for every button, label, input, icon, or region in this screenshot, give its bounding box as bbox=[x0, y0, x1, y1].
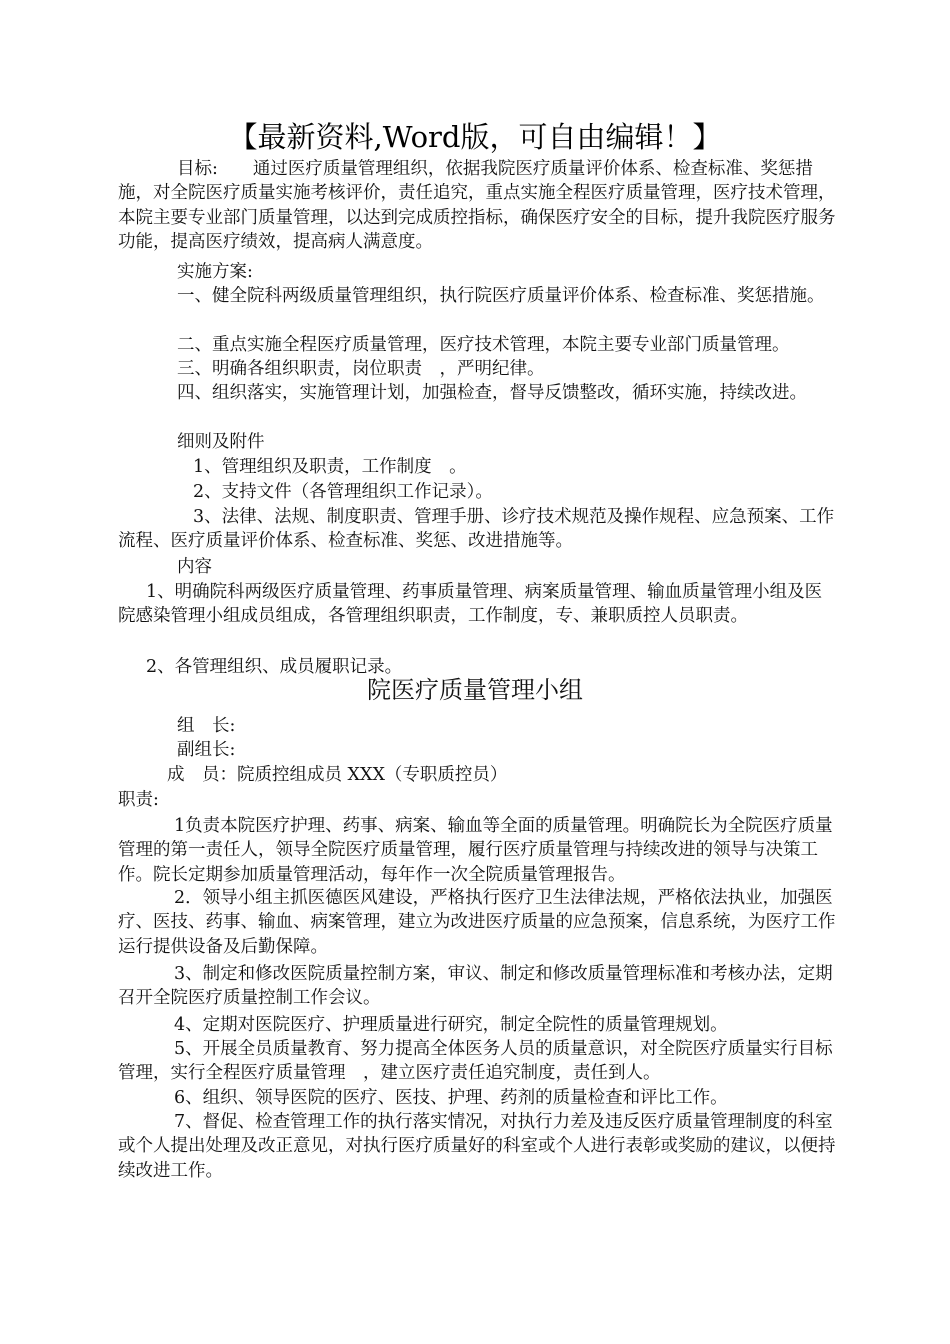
plan-item-2: 二、重点实施全程医疗质量管理，医疗技术管理，本院主要专业部门质量管理。 bbox=[177, 335, 790, 355]
plan-heading: 实施方案: bbox=[177, 262, 253, 282]
duty-item-4: 4、定期对医院医疗、护理质量进行研究，制定全院性的质量管理规划。 bbox=[174, 1015, 728, 1035]
group-deputy: 副组长: bbox=[177, 740, 236, 760]
duty-item-2: 2．领导小组主抓医德医风建设，严格执行医疗卫生法律法规，严格依法执业，加强医疗、医技、药事、输血、病案管理，建立为改进医疗质量的应急预案，信息系统，为医疗工作运行提供设备及后勤保障。 bbox=[118, 888, 836, 957]
content-heading: 内容 bbox=[177, 557, 212, 577]
duty-item-5: 5、开展全员质量教育、努力提高全体医务人员的质量意识，对全院医疗质量实行目标管理，实行全程医疗质量管理 ，建立医疗责任追究制度，责任到人。 bbox=[118, 1039, 833, 1084]
duty-item-6: 6、组织、领导医院的医疗、医技、护理、药剂的质量检查和评比工作。 bbox=[174, 1088, 728, 1108]
goal-paragraph: 目标: 通过医疗质量管理组织，依据我院医疗质量评价体系、检查标准、奖惩措施，对全院医疗质量实施考核评价，责任追究，重点实施全程医疗质量管理，医疗技术管理，本院主要专业部门质量管理，以达到完成质控指标，确保医疗安全的目标，提升我院医疗服务功能，提高医疗绩效，提高病人满意度。 bbox=[118, 159, 836, 252]
duty-item-1: 1负责本院医疗护理、药事、病案、输血等全面的质量管理。明确院长为全院医疗质量管理的第一责任人，领导全院医疗质量管理，履行医疗质量管理与持续改进的领导与决策工作。院长定期参加质量管理活动，每年作一次全院质量管理报告。 bbox=[118, 816, 833, 885]
duties-heading: 职责: bbox=[118, 790, 159, 810]
rules-item-1: 1、管理组织及职责，工作制度 。 bbox=[193, 457, 467, 477]
rules-heading: 细则及附件 bbox=[177, 432, 265, 452]
content-item-1: 1、明确院科两级医疗质量管理、药事质量管理、病案质量管理、输血质量管理小组及医院感染管理小组成员组成，各管理组织职责，工作制度，专、兼职质控人员职责。 bbox=[118, 582, 823, 627]
group-leader: 组 长: bbox=[177, 716, 236, 736]
plan-item-3: 三、明确各组织职责，岗位职责 ，严明纪律。 bbox=[177, 359, 545, 379]
duty-item-7: 7、督促、检查管理工作的执行落实情况，对执行力差及违反医疗质量管理制度的科室或个人提出处理及改正意见，对执行医疗质量好的科室或个人进行表彰或奖励的建议，以便持续改进工作。 bbox=[118, 1112, 836, 1181]
content-item-2: 2、各管理组织、成员履职记录。 bbox=[146, 657, 403, 677]
group-members: 成 员：院质控组成员 XXX（专职质控员） bbox=[167, 765, 508, 785]
document-title: 【最新资料,Word版，可自由编辑！】 bbox=[228, 120, 722, 154]
plan-item-1: 一、健全院科两级质量管理组织，执行院医疗质量评价体系、检查标准、奖惩措施。 bbox=[177, 286, 825, 306]
group-title: 院医疗质量管理小组 bbox=[367, 676, 583, 704]
rules-item-2: 2、支持文件（各管理组织工作记录）。 bbox=[193, 482, 493, 502]
duty-item-3: 3、制定和修改医院质量控制方案，审议、制定和修改质量管理标准和考核办法，定期召开全院医疗质量控制工作会议。 bbox=[118, 964, 833, 1009]
rules-item-3: 3、法律、法规、制度职责、管理手册、诊疗技术规范及操作规程、应急预案、工作流程、医疗质量评价体系、检查标准、奖惩、改进措施等。 bbox=[118, 507, 835, 552]
plan-item-4: 四、组织落实，实施管理计划，加强检查，督导反馈整改，循环实施，持续改进。 bbox=[177, 383, 807, 403]
